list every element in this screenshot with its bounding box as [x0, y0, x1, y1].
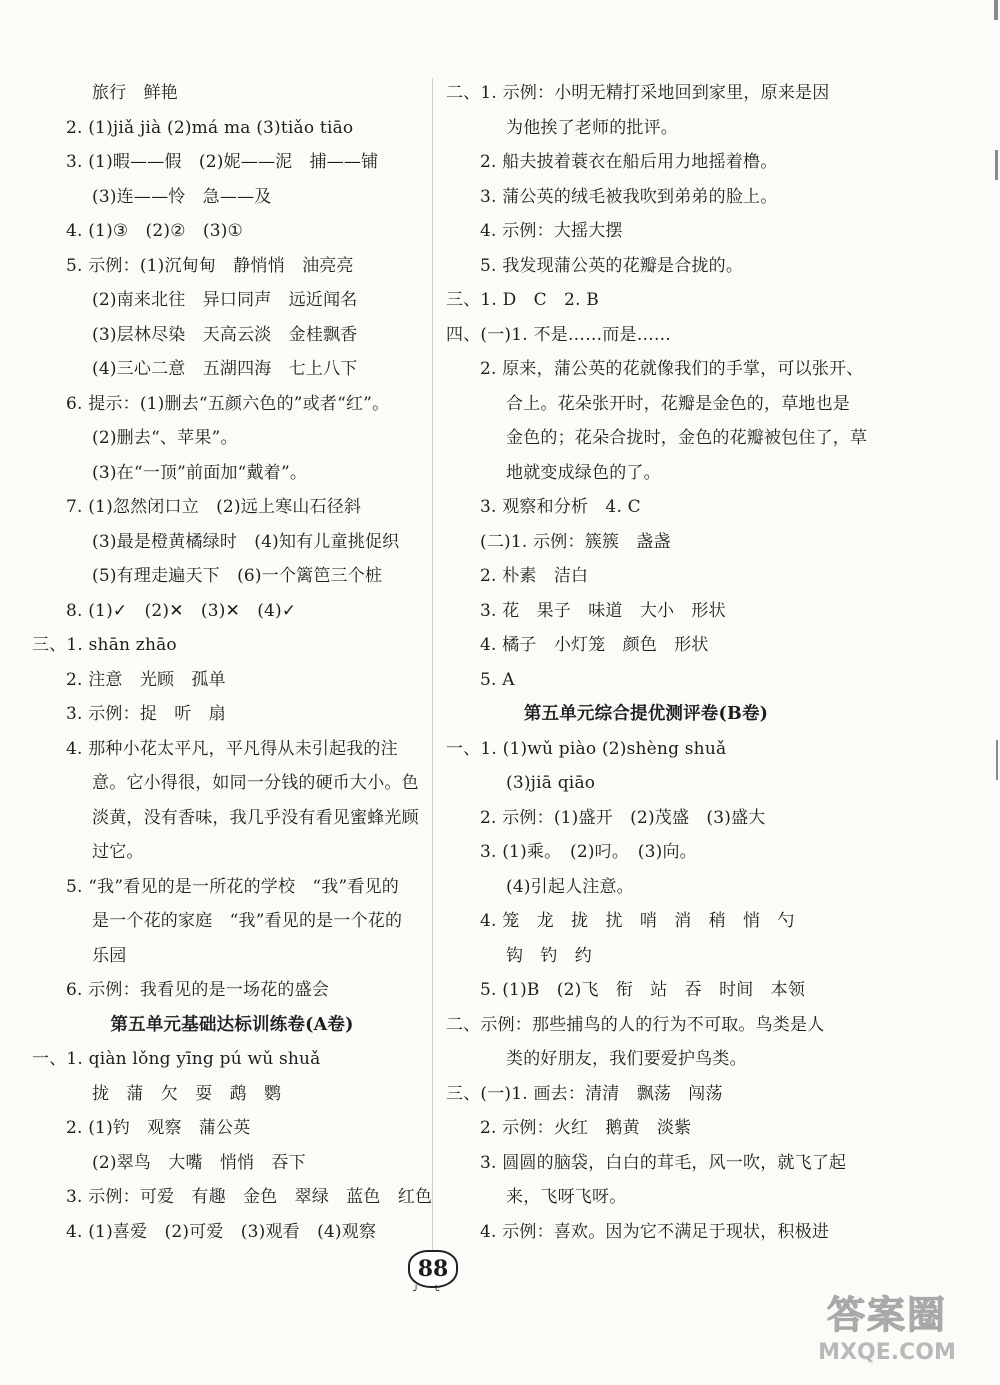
answer-line: (3)最是橙黄橘绿时 (4)知有儿童挑促织 — [92, 531, 400, 552]
answer-line: (4)三心二意 五湖四海 七上八下 — [92, 359, 358, 379]
answer-line: 4. (1)③ (2)② (3)① — [66, 221, 243, 241]
answer-line: 淡黄，没有香味，我几乎没有看见蜜蜂光顾 — [92, 807, 419, 828]
answer-line: 三、(一)1. 画去：清清 飘荡 闯荡 — [446, 1083, 723, 1104]
answer-line: 2. (1)钓 观察 蒲公英 — [66, 1118, 251, 1138]
answer-line: (2)删去“、苹果”。 — [92, 428, 238, 448]
answer-line: 3. (1)乘。 (2)叼。 (3)向。 — [480, 842, 697, 862]
answer-line: 合上。花朵张开时，花瓣是金色的，草地也是 — [506, 393, 850, 414]
answer-line: (3)在“一顶”前面加“戴着”。 — [92, 462, 308, 483]
answer-line: (2)翠鸟 大嘴 悄悄 吞下 — [92, 1152, 306, 1173]
answer-line: 3. 花 果子 味道 大小 形状 — [480, 600, 726, 621]
answer-line: 6. 示例：我看见的是一场花的盛会 — [66, 980, 330, 1000]
answer-line: 一、1. qiàn lǒng yīng pú wǔ shuǎ — [32, 1049, 321, 1069]
answer-line: 二、示例：那些捕鸟的人的行为不可取。鸟类是人 — [446, 1014, 825, 1035]
scan-edge-mark — [995, 150, 998, 180]
section-heading: 第五单元基础达标训练卷(A卷) — [110, 1014, 354, 1035]
answer-line: (二)1. 示例：簇簇 盏盏 — [480, 531, 671, 552]
answer-line: 拢 蒲 欠 耍 鹉 鹦 — [92, 1083, 282, 1104]
answer-line: (2)南来北往 异口同声 远近闻名 — [92, 290, 358, 310]
answer-line: 2. 示例：(1)盛开 (2)茂盛 (3)盛大 — [480, 807, 766, 828]
answer-line: 金色的；花朵合拢时，金色的花瓣被包住了，草 — [506, 428, 868, 448]
answer-line: (5)有理走遍天下 (6)一个篱笆三个桩 — [92, 566, 383, 586]
answer-line: 4. 示例：大摇大摆 — [480, 221, 623, 241]
answer-line: 3. 圆圆的脑袋，白白的茸毛，风一吹，就飞了起 — [480, 1152, 847, 1173]
answer-line: 7. (1)忽然闭口立 (2)远上寒山石径斜 — [66, 497, 362, 517]
answer-line: 一、1. (1)wǔ piào (2)shèng shuǎ — [446, 738, 727, 759]
answer-line: 2. 注意 光顾 孤单 — [66, 669, 226, 690]
answer-line: 2. 船夫披着蓑衣在船后用力地摇着橹。 — [480, 152, 778, 172]
answer-line: (3)连——怜 急——及 — [92, 186, 272, 207]
answer-line: 乐园 — [92, 945, 127, 966]
answer-line: (3)jiā qiāo — [506, 773, 596, 793]
answer-line: 4. 笼 龙 拢 扰 哨 消 稍 悄 勺 — [480, 911, 795, 931]
answer-column-left — [32, 76, 432, 1249]
answer-line: 2. 朴素 洁白 — [480, 566, 589, 586]
answer-line: 三、1. shān zhāo — [32, 635, 177, 655]
answer-line: 5. “我”看见的是一所花的学校 “我”看见的 — [66, 876, 399, 897]
section-heading: 第五单元综合提优测评卷(B卷) — [523, 704, 769, 724]
answer-line: 二、1. 示例：小明无精打采地回到家里，原来是因 — [446, 83, 830, 103]
answer-line: 2. (1)jiǎ jià (2)má ma (3)tiǎo tiāo — [66, 117, 354, 138]
answer-line: 2. 示例：火红 鹅黄 淡紫 — [480, 1118, 692, 1138]
watermark-url: MXQE.COM — [818, 1340, 956, 1365]
page-number-badge — [398, 1250, 468, 1310]
answer-line: 地就变成绿色的了。 — [506, 462, 661, 483]
answer-line: 3. 蒲公英的绒毛被我吹到弟弟的脸上。 — [480, 186, 778, 207]
answer-line: 意。它小得很，如同一分钱的硬币大小。色 — [92, 773, 419, 793]
answer-line: 8. (1)✓ (2)✕ (3)✕ (4)✓ — [66, 600, 297, 621]
answer-line: (3)层林尽染 天高云淡 金桂飘香 — [92, 324, 358, 345]
watermark-logo: 答案圈 — [826, 1293, 947, 1337]
scan-edge-mark — [994, 0, 998, 20]
answer-line: (4)引起人注意。 — [506, 876, 634, 897]
answer-line: 钩 钓 约 — [506, 945, 592, 966]
scan-edge-mark — [996, 740, 998, 780]
watermark — [792, 1290, 982, 1380]
answer-line: 3. 观察和分析 4. C — [480, 497, 641, 517]
answer-line: 四、(一)1. 不是……而是…… — [446, 324, 672, 345]
answer-line: 2. 原来，蒲公英的花就像我们的手掌，可以张开、 — [480, 359, 864, 379]
answer-line: 5. 我发现蒲公英的花瓣是合拢的。 — [480, 255, 744, 276]
column-divider — [432, 78, 433, 1258]
answer-line: 3. 示例：可爱 有趣 金色 翠绿 蓝色 红色 — [66, 1187, 433, 1207]
answer-line: 为他挨了老师的批评。 — [506, 117, 678, 138]
answer-line: 是一个花的家庭 “我”看见的是一个花的 — [92, 911, 403, 931]
answer-column-right — [446, 76, 868, 1249]
answer-line: 6. 提示：(1)删去“五颜六色的”或者“红”。 — [66, 393, 390, 414]
answer-line: 4. 那种小花太平凡，平凡得从未引起我的注 — [66, 738, 398, 759]
page-number: 88 — [408, 1250, 458, 1288]
answer-line: 4. 示例：喜欢。因为它不满足于现状，积极进 — [480, 1221, 830, 1242]
answer-line: 3. 示例：捉 听 扇 — [66, 704, 226, 724]
answer-line: 5. (1)B (2)飞 衔 站 吞 时间 本领 — [480, 980, 806, 1000]
answer-line: 3. (1)暇——假 (2)妮——泥 捕——铺 — [66, 152, 379, 172]
answer-line: 4. (1)喜爱 (2)可爱 (3)观看 (4)观察 — [66, 1221, 377, 1242]
answer-line: 三、1. D C 2. B — [446, 290, 599, 310]
answer-line: 来，飞呀飞呀。 — [506, 1187, 627, 1207]
answer-line: 5. A — [480, 669, 515, 690]
answer-line: 类的好朋友，我们要爱护鸟类。 — [506, 1049, 747, 1069]
answer-line: 旅行 鲜艳 — [92, 83, 178, 103]
answer-line: 4. 橘子 小灯笼 颜色 形状 — [480, 635, 709, 655]
answer-line: 5. 示例：(1)沉甸甸 静悄悄 油亮亮 — [66, 255, 354, 276]
answer-line: 过它。 — [92, 842, 144, 862]
badge-decoration: ╯╰ — [412, 1286, 454, 1297]
